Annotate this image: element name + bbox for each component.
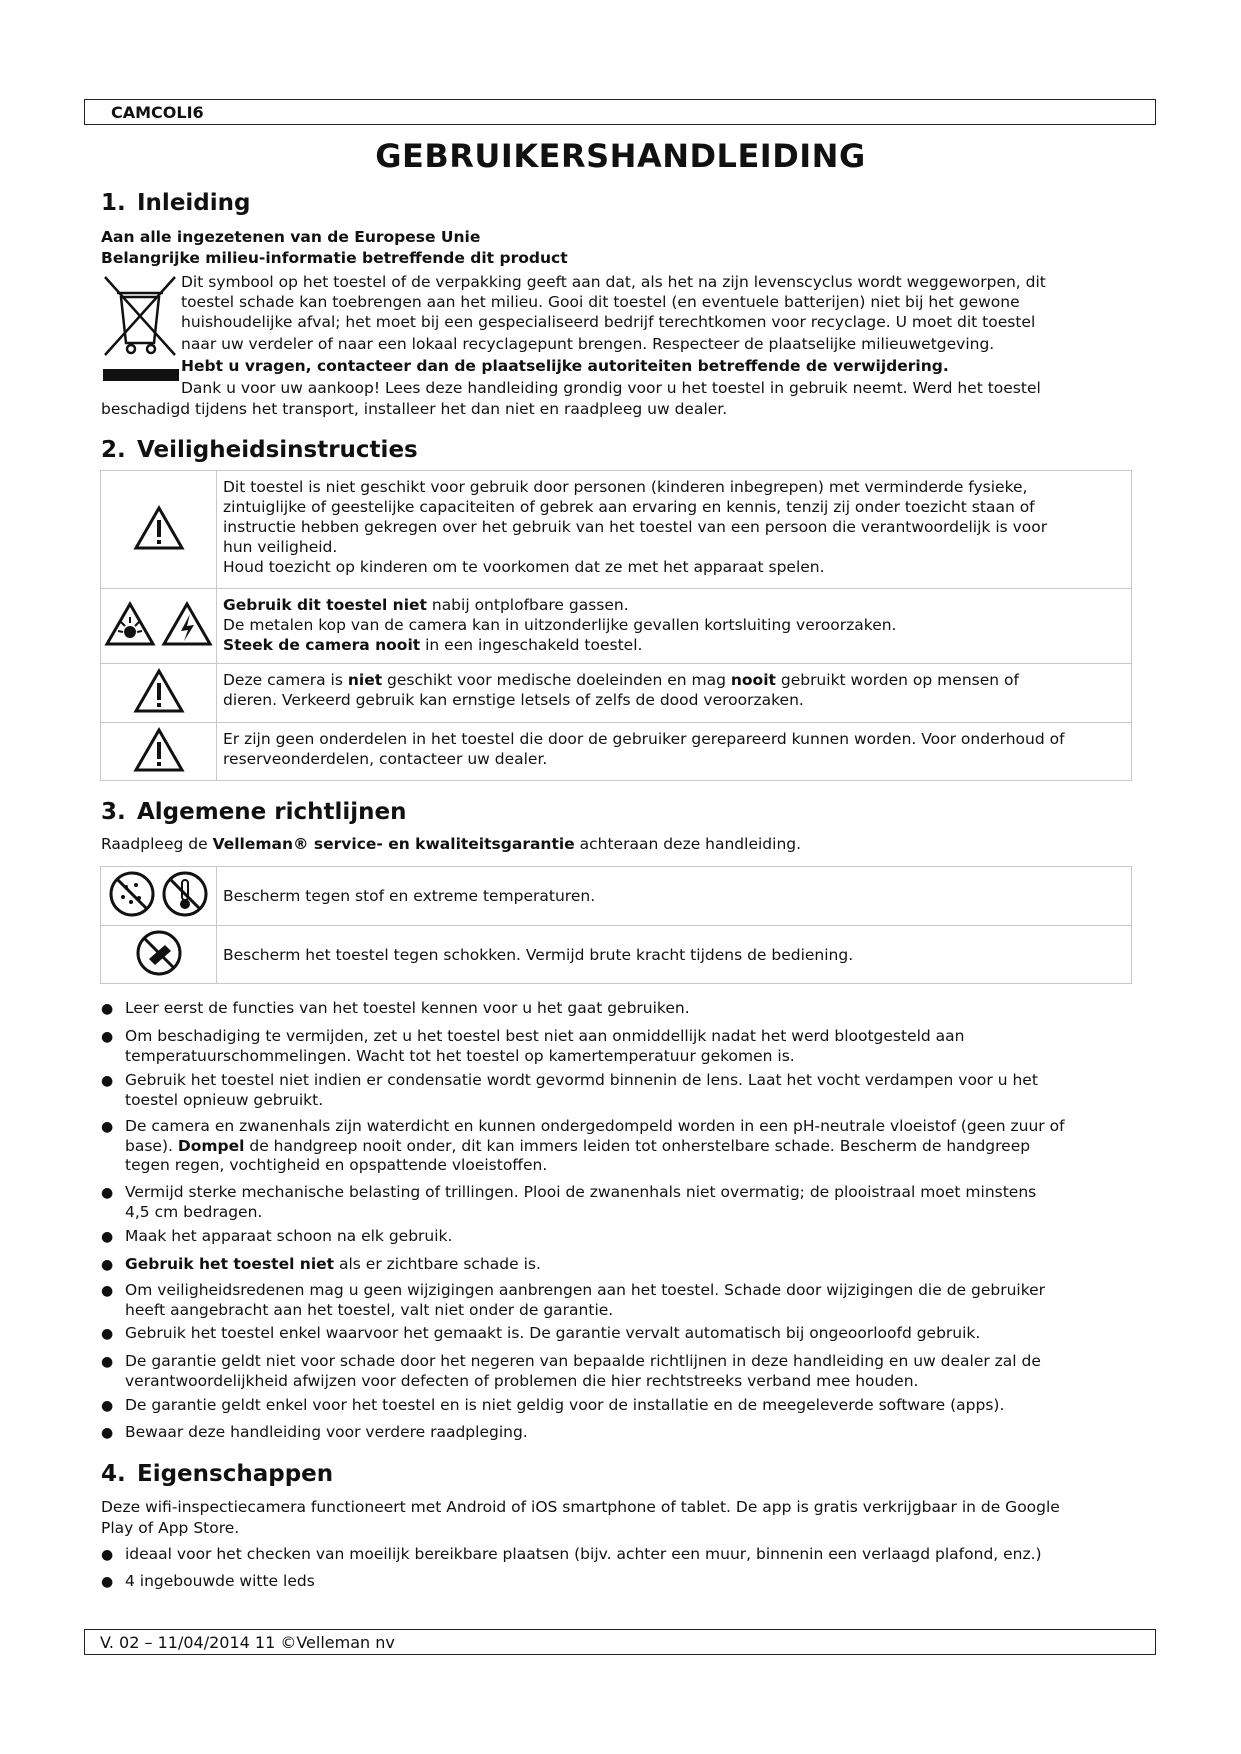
list-item: ● Gebruik het toestel enkel waarvoor het gemaakt is. De garantie vervalt automatisch bij ongeoorloofd gebruik. [101, 1324, 981, 1342]
list-item: ● Leer eerst de functies van het toestel kennen voor u het gaat gebruiken. [101, 999, 690, 1017]
list-item: ● Gebruik het toestel niet als er zichtbare schade is. [101, 1255, 541, 1273]
bullet-icon: ● [101, 1185, 114, 1201]
warning-triangle-icon [133, 668, 185, 714]
guideline-row [101, 867, 1132, 926]
eu-line-2: Belangrijke milieu-informatie betreffende dit product [101, 249, 568, 267]
warning-triangle-icon [133, 727, 185, 773]
list-item: ● 4 ingebouwde witte leds [101, 1572, 315, 1590]
list-item: ● De camera en zwanenhals zijn waterdicht en kunnen ondergedompeld worden in een pH-neutrale vloeistof (geen zuur of base). Dompel de handgreep nooit onder, dit kan immers leiden tot onherstelbare schade. Bescherm de handgreep tegen regen, vochtigheid en opspattende vloeistoffen. [101, 1117, 1065, 1174]
safety-text: Er zijn geen onderdelen in het toestel die door de gebruiker gerepareerd kunnen worden. Voor onderhoud of [223, 730, 1065, 748]
electrical-hazard-icon [161, 601, 213, 647]
weee-text-line: naar uw verdeler of naar een lokaal recyclagepunt brengen. Respecteer de plaatselijke milieuwetgeving. [181, 335, 995, 353]
safety-row [101, 664, 1132, 723]
safety-row [101, 589, 1132, 664]
list-item: ● De garantie geldt niet voor schade door het negeren van bepaalde richtlijnen in deze handleiding en uw dealer zal de verantwoordelijkheid afwijzen voor defecten of problemen die hier rechtstreeks verband mee houden. [101, 1352, 1041, 1390]
no-shock-icon [135, 929, 183, 977]
bullet-icon: ● [101, 1326, 114, 1342]
section-1-heading: 1. Inleiding [101, 190, 251, 216]
list-item: ● Vermijd sterke mechanische belasting of trillingen. Plooi de zwanenhals niet overmatig; de plooistraal moet minstens 4,5 cm bedragen. [101, 1183, 1037, 1221]
bullet-icon: ● [101, 1119, 114, 1135]
warranty-reference: Raadpleeg de Velleman® service- en kwaliteitsgarantie achteraan deze handleiding. [101, 835, 802, 853]
list-item: ● Om beschadiging te vermijden, zet u het toestel best niet aan onmiddellijk nadat het werd blootgesteld aan temperatuurschommelingen. Wacht tot het toestel op kamertemperatuur gekomen is. [101, 1027, 965, 1065]
list-item: ● Bewaar deze handleiding voor verdere raadpleging. [101, 1423, 528, 1441]
safety-text: Deze camera is niet geschikt voor medische doeleinden en mag nooit gebruikt worden op mensen of [223, 671, 1019, 689]
safety-text: Dit toestel is niet geschikt voor gebruik door personen (kinderen inbegrepen) met verminderde fysieke, [223, 478, 1028, 496]
safety-text: Steek de camera nooit in een ingeschakeld toestel. [223, 636, 643, 654]
model-code: CAMCOLI6 [111, 103, 204, 122]
bullet-icon: ● [101, 1029, 114, 1045]
weee-text-line: toestel schade kan toebrengen aan het milieu. Gooi dit toestel (en eventuele batterijen) niet bij het gewone [181, 293, 1020, 311]
warning-triangle-icon [133, 505, 185, 551]
bullet-icon: ● [101, 1229, 114, 1245]
contact-authorities-text: Hebt u vragen, contacteer dan de plaatselijke autoriteiten betreffende de verwijdering. [181, 357, 949, 375]
safety-row [101, 723, 1132, 781]
safety-text: dieren. Verkeerd gebruik kan ernstige letsels of zelfs de dood veroorzaken. [223, 691, 804, 709]
no-dust-icon [108, 870, 156, 918]
bullet-icon: ● [101, 1425, 114, 1441]
list-item: ● De garantie geldt enkel voor het toestel en is niet geldig voor de installatie en de meegeleverde software (apps). [101, 1396, 1005, 1414]
bullet-icon: ● [101, 1398, 114, 1414]
safety-row [101, 471, 1132, 589]
footer-bar [84, 1629, 1156, 1655]
safety-text: instructie hebben gekregen over het gebruik van het toestel van een persoon die verantwoordelijk is voor [223, 518, 1048, 536]
guideline-row [101, 926, 1132, 984]
safety-text: De metalen kop van de camera kan in uitzonderlijke gevallen kortsluiting veroorzaken. [223, 616, 897, 634]
weee-text-line: huishoudelijke afval; het moet bij een gespecialiseerd bedrijf terechtkomen voor recyclage. U moet dit toestel [181, 313, 1036, 331]
bullet-icon: ● [101, 1257, 114, 1273]
safety-text: Houd toezicht op kinderen om te voorkomen dat ze met het apparaat spelen. [223, 558, 825, 576]
bullet-icon: ● [101, 1354, 114, 1370]
safety-text: Gebruik dit toestel niet nabij ontplofbare gassen. [223, 596, 629, 614]
guideline-text: Bescherm tegen stof en extreme temperaturen. [223, 887, 596, 905]
guideline-text: Bescherm het toestel tegen schokken. Vermijd brute kracht tijdens de bediening. [223, 945, 854, 964]
thanks-text-line-1: Dank u voor uw aankoop! Lees deze handleiding grondig voor u het toestel in gebruik neemt. Werd het toestel [181, 379, 1041, 397]
thanks-text-line-2: beschadigd tijdens het transport, installeer het dan niet en raadpleeg uw dealer. [101, 400, 728, 418]
bullet-icon: ● [101, 1574, 114, 1590]
weee-text-line: Dit symbool op het toestel of de verpakking geeft aan dat, als het na zijn levenscyclus wordt weggeworpen, dit [181, 273, 1046, 291]
safety-text: hun veiligheid. [223, 538, 338, 556]
list-item: ● Maak het apparaat schoon na elk gebruik. [101, 1227, 453, 1245]
features-intro-line-1: Deze wifi-inspectiecamera functioneert met Android of iOS smartphone of tablet. De app is gratis verkrijgbaar in de Google [101, 1498, 1060, 1516]
document-title: GEBRUIKERSHANDLEIDING [375, 137, 866, 175]
bullet-icon: ● [101, 1547, 114, 1563]
safety-table [100, 470, 1132, 781]
bullet-icon: ● [101, 1001, 114, 1017]
list-item: ● ideaal voor het checken van moeilijk bereikbare plaatsen (bijv. achter een muur, binnenin een verlaagd plafond, enz.) [101, 1545, 1042, 1563]
footer-version: V. 02 – 11/04/2014 11 ©Velleman nv [100, 1633, 395, 1652]
list-item: ● Om veiligheidsredenen mag u geen wijzigingen aanbrengen aan het toestel. Schade door wijzigingen die de gebruiker heeft aangebracht aan het toestel, valt niet onder de garantie. [101, 1281, 1046, 1319]
section-2-heading: 2. Veiligheidsinstructies [101, 437, 418, 463]
guidelines-table [100, 866, 1132, 984]
section-4-heading: 4. Eigenschappen [101, 1461, 334, 1487]
no-extreme-temperature-icon [161, 870, 209, 918]
bullet-icon: ● [101, 1073, 114, 1089]
eu-line-1: Aan alle ingezetenen van de Europese Unie [101, 228, 481, 246]
features-intro-line-2: Play of App Store. [101, 1519, 240, 1537]
header-bar [84, 99, 1156, 125]
list-item: ● Gebruik het toestel niet indien er condensatie wordt gevormd binnenin de lens. Laat het vocht verdampen voor u het toestel opnieuw gebruikt. [101, 1071, 1038, 1109]
weee-bin-icon [101, 271, 181, 383]
safety-text: zintuiglijke of geestelijke capaciteiten of gebrek aan ervaring en kennis, tenzij zij onder toezicht staan of [223, 498, 1035, 516]
bullet-icon: ● [101, 1283, 114, 1299]
safety-text: reserveonderdelen, contacteer uw dealer. [223, 750, 548, 768]
section-3-heading: 3. Algemene richtlijnen [101, 799, 407, 825]
explosion-hazard-icon [104, 601, 156, 647]
